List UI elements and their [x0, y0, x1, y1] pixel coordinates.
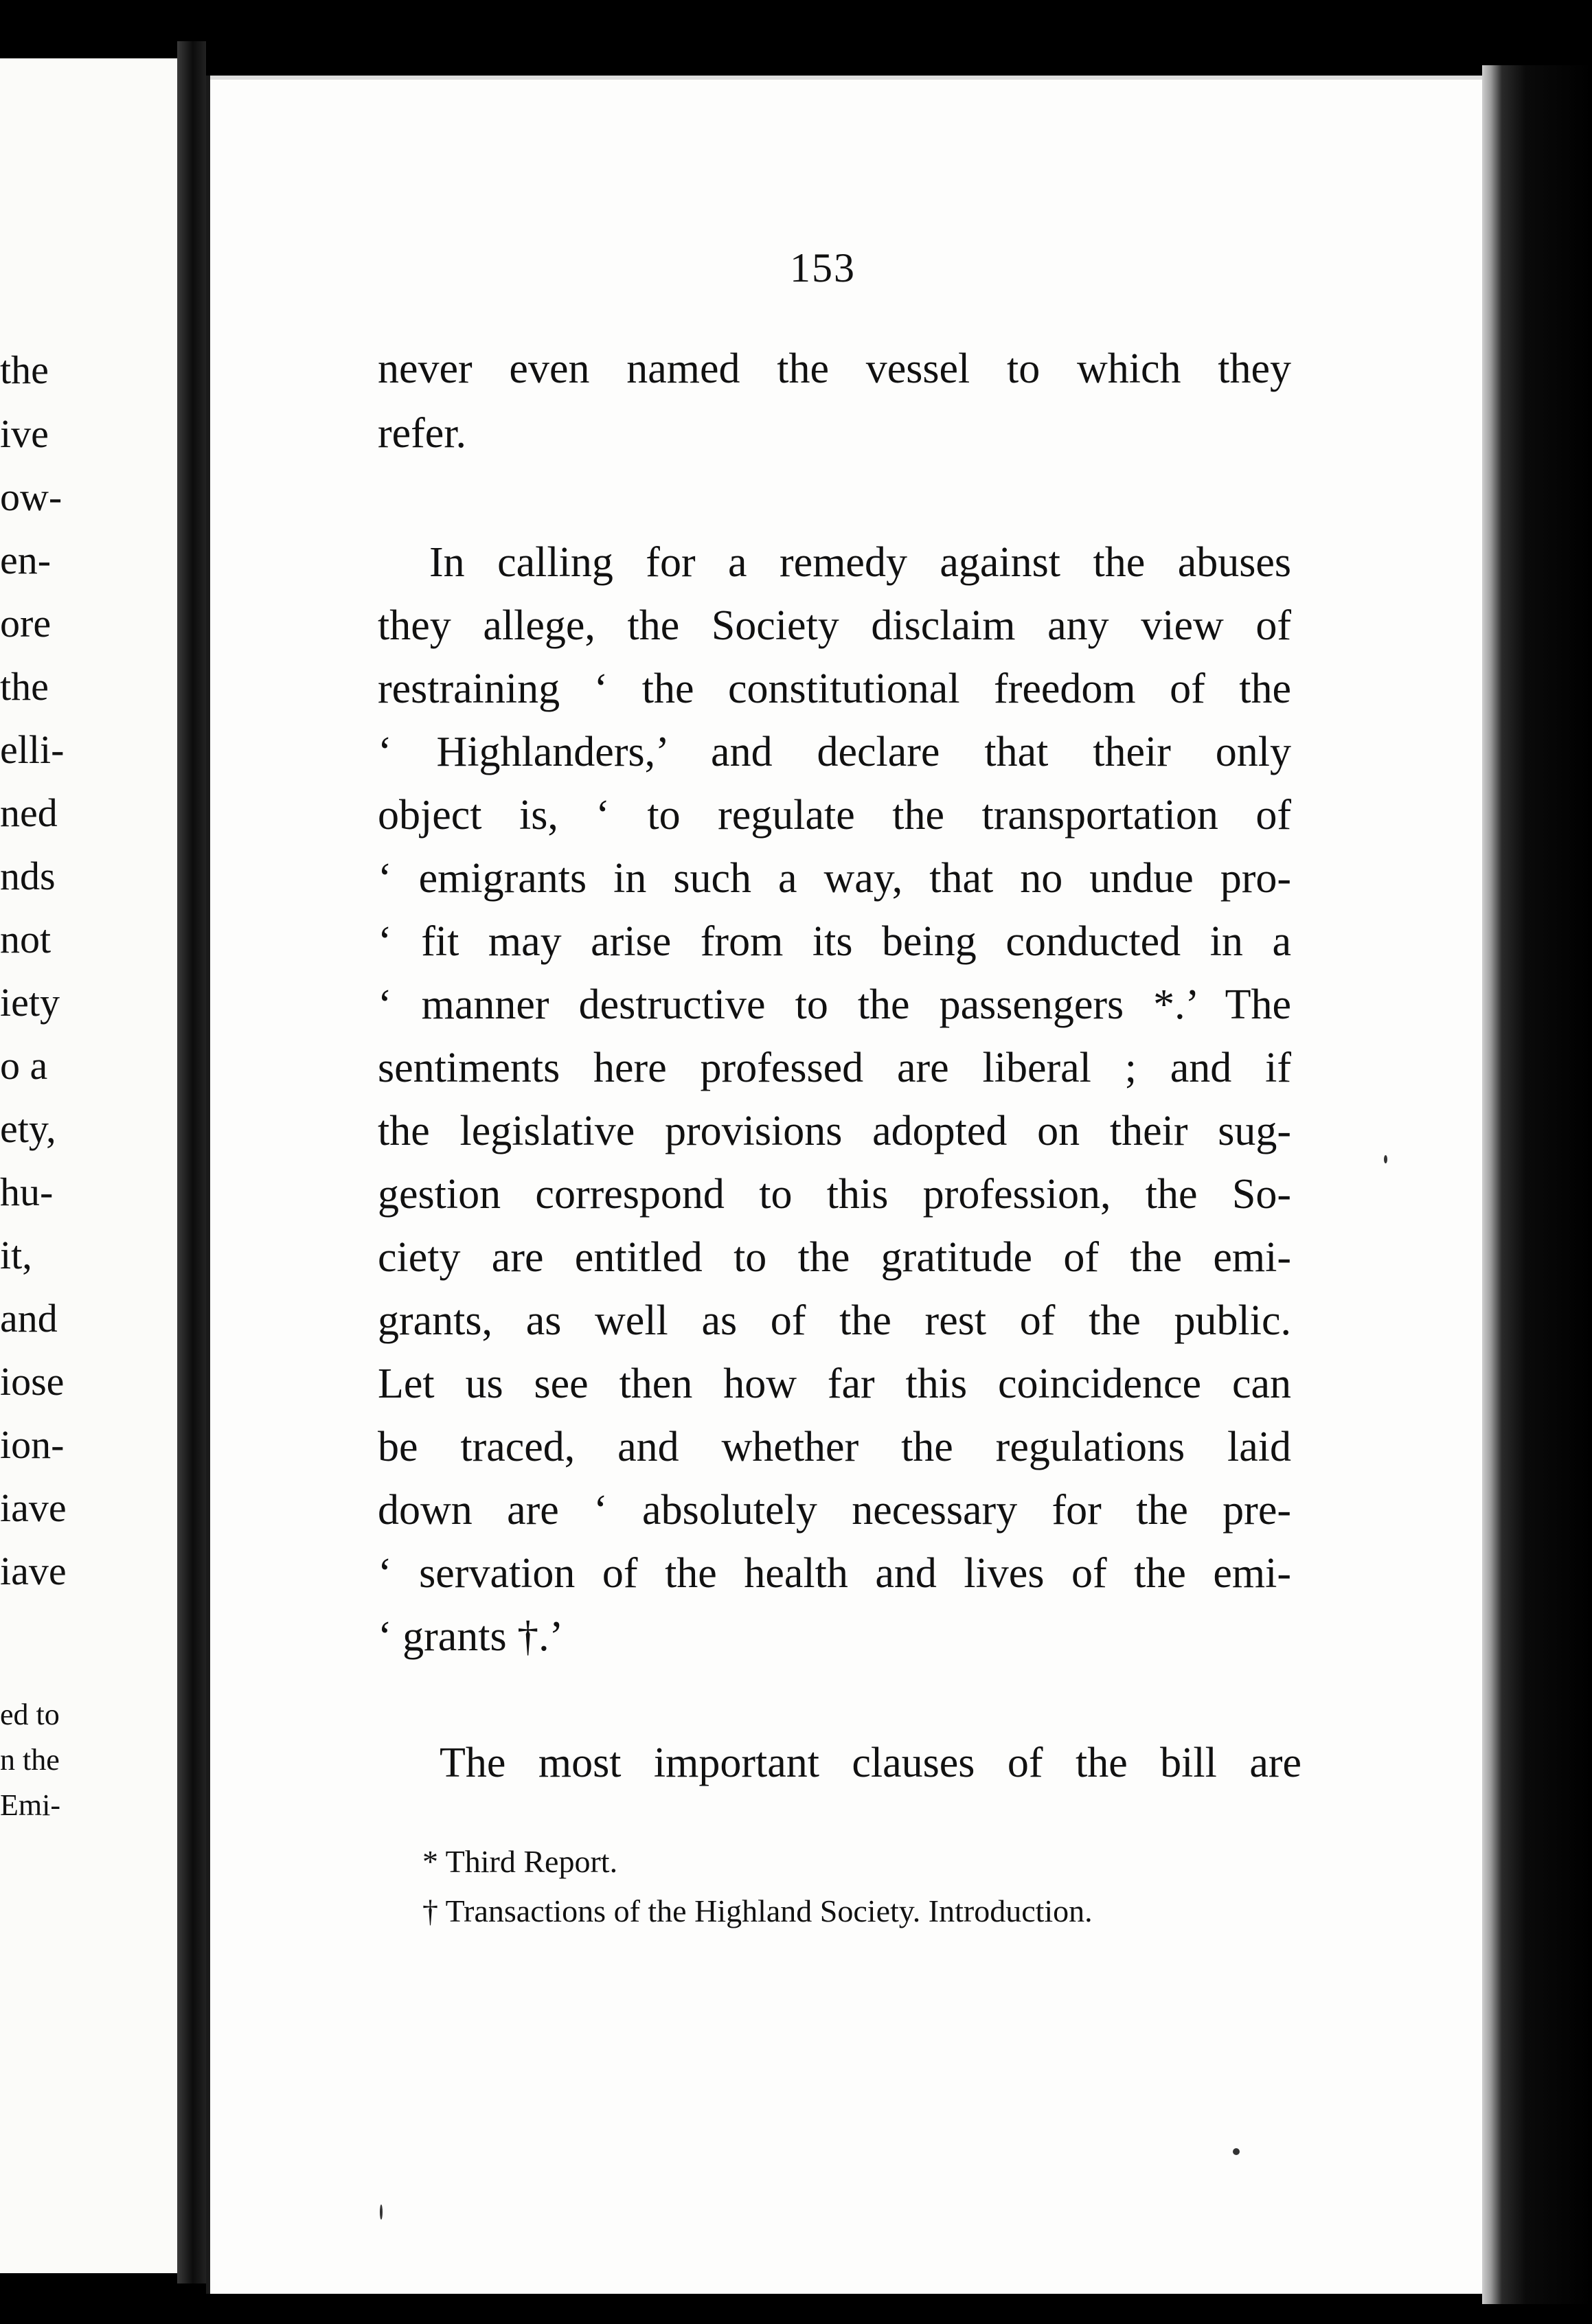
left-page-line: the [0, 348, 49, 392]
body-line: the legislative provisions adopted on their sug- [378, 1108, 1291, 1154]
left-page-line: nds [0, 854, 56, 898]
footnote: * Third Report. [422, 1844, 618, 1879]
body-line: be traced, and whether the regulations laid [378, 1424, 1291, 1470]
scan-speck [1384, 1155, 1387, 1163]
page-number: 153 [790, 245, 856, 290]
body-line: ‘ fit may arise from its being conducted in a [378, 918, 1291, 965]
left-page-line: iose [0, 1359, 65, 1404]
body-line: down are ‘ absolutely necessary for the pre- [378, 1487, 1291, 1534]
footnote: † Transactions of the Highland Society. Introduction. [422, 1893, 1093, 1928]
left-page-footnote-line: n the [0, 1743, 60, 1777]
previous-page-fragment [0, 58, 177, 2273]
body-line: ciety are entitled to the gratitude of the emi- [378, 1234, 1291, 1281]
left-page-line: the [0, 664, 49, 709]
left-page-line: ion- [0, 1422, 65, 1467]
body-line: ‘ manner destructive to the passengers *.’ The [378, 981, 1291, 1028]
book-gutter [177, 41, 206, 2283]
left-page-line: hu- [0, 1170, 54, 1214]
body-line: ‘ emigrants in such a way, that no undue pro- [378, 855, 1291, 902]
scan-speck [380, 2205, 383, 2220]
body-line: In calling for a remedy against the abuses [429, 539, 1291, 586]
left-page-line: en- [0, 538, 52, 582]
left-page-line: ety, [0, 1106, 56, 1151]
left-page-line: not [0, 917, 52, 961]
body-line: refer. [378, 410, 467, 457]
body-line: object is, ‘ to regulate the transportation of [378, 792, 1291, 839]
body-line: gestion correspond to this profession, the So- [378, 1171, 1291, 1218]
left-page-line: it, [0, 1233, 32, 1277]
left-page-line: iave [0, 1549, 67, 1593]
body-line: The most important clauses of the bill are [440, 1740, 1301, 1786]
scan-speck [1233, 2148, 1240, 2155]
left-page-line: and [0, 1296, 58, 1341]
left-page-line: ow- [0, 475, 62, 519]
body-line: ‘ servation of the health and lives of the emi- [378, 1550, 1291, 1597]
body-line: ‘ Highlanders,’ and declare that their only [378, 729, 1291, 775]
left-page-line: elli- [0, 727, 65, 772]
left-page-line: ore [0, 601, 52, 646]
body-line: ‘ grants †.’ [378, 1613, 564, 1660]
body-line: they allege, the Society disclaim any view of [378, 602, 1291, 649]
left-page-line: ive [0, 411, 49, 456]
page-edge-shadow [1482, 65, 1592, 2304]
left-page-line: iave [0, 1485, 67, 1530]
body-line: never even named the vessel to which they [378, 345, 1291, 392]
left-page-line: o a [0, 1043, 48, 1088]
left-page-footnote-line: Emi- [0, 1788, 60, 1822]
body-line: sentiments here professed are liberal ; and if [378, 1045, 1291, 1091]
body-line: restraining ‘ the constitutional freedom of the [378, 665, 1291, 712]
left-page-line: ned [0, 790, 58, 835]
body-line: grants, as well as of the rest of the public. [378, 1297, 1291, 1344]
left-page-footnote-line: ed to [0, 1698, 60, 1731]
body-line: Let us see then how far this coincidence can [378, 1360, 1291, 1407]
left-page-line: iety [0, 980, 60, 1025]
